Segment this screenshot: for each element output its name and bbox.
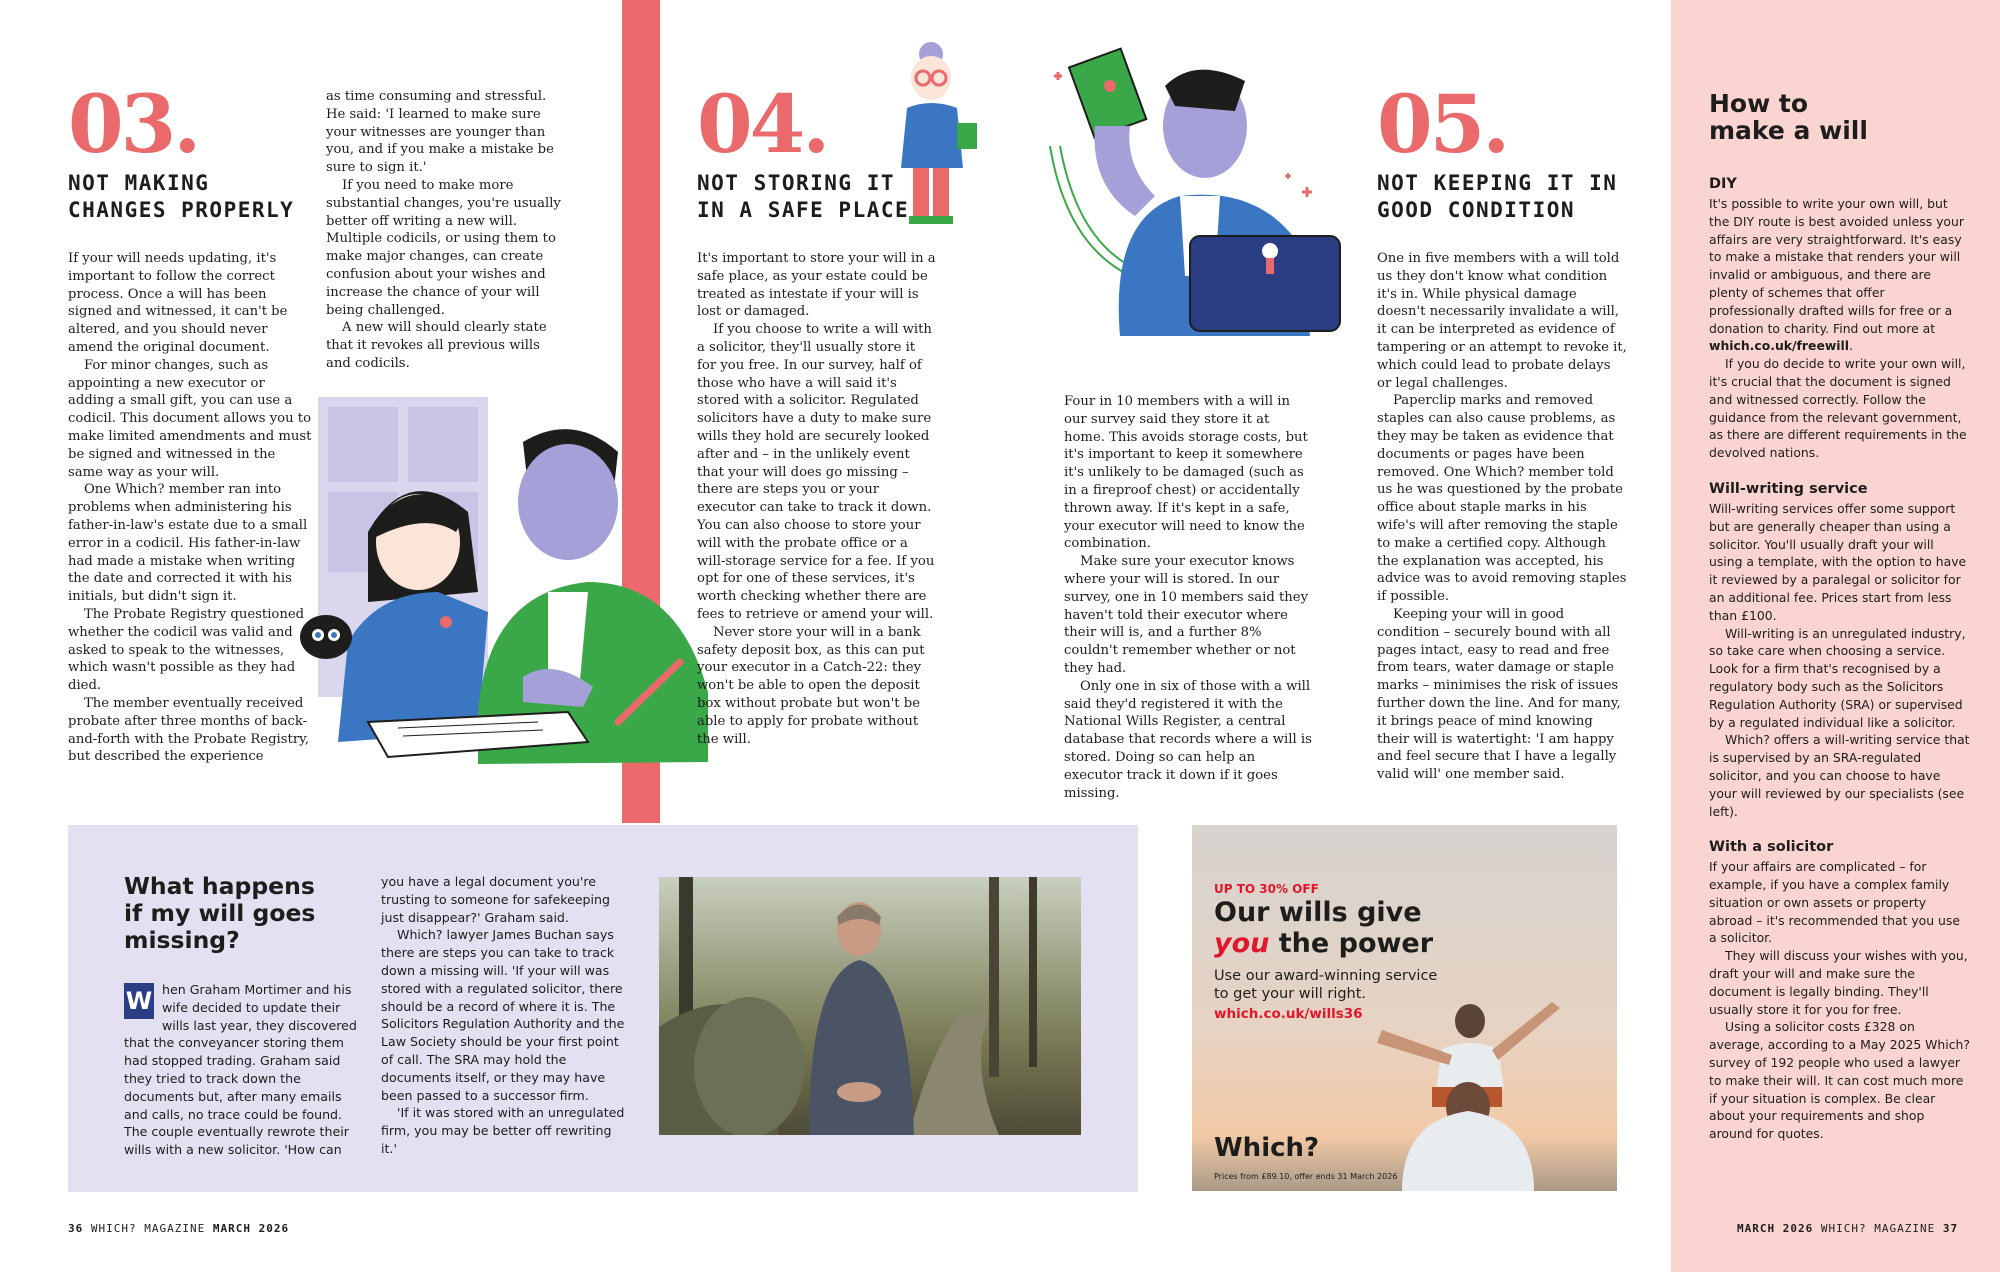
advert-discount-tag: UP TO 30% OFF: [1214, 882, 1319, 896]
wills-advert[interactable]: [1192, 825, 1617, 1191]
couple-signing-illustration: [288, 392, 740, 764]
section-04-heading: NOT STORING IT IN A SAFE PLACE: [697, 171, 910, 222]
advert-link[interactable]: which.co.uk/wills36: [1214, 1006, 1363, 1022]
section-03-number: 03.: [68, 77, 199, 171]
missing-will-column-2: you have a legal document you're trusting to someone for safekeeping just disappear?' Graham said. Which? lawyer James Buchan says there are steps you can take to track down a missing will. 'If your will was stored with a regulated solicitor, there should be a record of where it is. The Solicitors Regulation Authority and the Law Society should be your first point of call. The SRA may hold the documents itself, or they may have been passed to a successor firm. 'If it was stored with an unregulated firm, you may be better off rewriting it.': [381, 874, 625, 1156]
advert-subtext: Use our award-winning service to get your will right.: [1214, 968, 1438, 1002]
footer-left: 36 WHICH? MAGAZINE MARCH 2026: [68, 1222, 290, 1235]
section-04-column-2: Four in 10 members with a will in our survey said they store it at home. This avoids storage costs, but it's important to keep it somewhere it's unlikely to be damaged (such as in a fireproof chest) or accidentally thrown away. If it's kept in a safe, your executor will need to know the combination. Make sure your executor knows where your will is stored. In our survey, one in 10 members said they haven't told their executor where their will is, and a further 8% couldn't remember whether or not they had. Only one in six of those with a will said they'd registered it with the National Wills Register, a central database that records where a will is stored. Doing so can help an executor track it down if it goes missing.: [1064, 394, 1312, 801]
sidebar-heading-diy: DIY: [1709, 176, 1737, 192]
drop-cap: W: [124, 983, 154, 1019]
section-04-column-1: It's important to store your will in a safe place, as your estate could be treated as intestate if your will is lost or damaged. If you choose to write a will with a solicitor, they'll usually store it for you free. In our survey, half of those who have a will said it's stored with a solicitor. Regulated solicitors have a duty to make sure wills they hold are securely looked after and – in the unlikely event that your will does go missing – there are steps you or your executor can take to track it down. You can also choose to store your will with the probate office or a will-storage service for a fee. If you opt for one of these services, it's worth checking whether there are fees to retrieve or amend your will. Never store your will in a bank safety deposit box, as this can put your executor in a Catch-22: they won't be able to open the deposit box without probate but won't be able to apply for probate without the will.: [697, 251, 936, 747]
woman-with-phone-illustration: [885, 38, 995, 228]
section-04-number: 04.: [697, 77, 828, 171]
section-03-column-1: If your will needs updating, it's important to follow the correct process. Once a will has been signed and witnessed, it can't be altered, and you should never amend the original document. For minor changes, such as appointing a new executor or adding a small gift, you can use a codicil. This document allows you to make limited amendments and must be signed and witnessed in the same way as your will. One Which? member ran into problems when administering his father-in-law's estate due to a small error in a codicil. His father-in-law had made a mistake when writing the date and corrected it with his initials, but didn't sign it. The Probate Registry questioned whether the codicil was valid and asked to speak to the witnesses, which wasn't possible as they had died. The member eventually received probate after three months of back-and-forth with the Probate Registry, but described the experience: [68, 251, 312, 765]
man-with-envelope-illustration: [1040, 36, 1350, 336]
sidebar-heading-will-writing: Will-writing service: [1709, 480, 1868, 497]
section-05-number: 05.: [1377, 77, 1508, 171]
missing-will-title: What happens if my will goes missing?: [124, 872, 316, 954]
sidebar-title: How to make a will: [1709, 89, 1868, 145]
which-logo: Which?: [1214, 1133, 1320, 1163]
section-05-heading: NOT KEEPING IT IN GOOD CONDITION: [1377, 171, 1618, 222]
sidebar-body: DIY It's possible to write your own will, but the DIY route is best avoided unless your affairs are very straightforward. It's easy to make a mistake that renders your will invalid or ambiguous, and there are plenty of schemes that offer professionally drafted wills for free or a donation to charity. Find out more at which.co.uk/freewill. If you do decide to write your own will, it's crucial that the document is signed and witnessed correctly. Follow the guidance from the relevant government, as there are different requirements in the devolved nations. Will-writing service Will-writing services offer some support but are generally cheaper than using a solicitor. You'll usually draft your will using a template, with the option to have it reviewed by a paralegal or solicitor for an additional fee. Prices start from less than £100. Will-writing is an unregulated industry, so take care when choosing a service. Look for a firm that's recognised by a regulatory body such as the Solicitors Regulation Authority (SRA) or supervised by a regulated individual like a solicitor. Which? offers a will-writing service that is supervised by an SRA-regulated solicitor, and you can choose to have your will reviewed by our specialists (see left). With a solicitor If your affairs are complicated – for example, if you have a complex family situation or own assets or property abroad – it's recommended that you use a solicitor. They will discuss your wishes with you, draft your will and make sure the document is legally binding. They'll usually store it for you for free. Using a solicitor costs £328 on average, according to a May 2025 Which? survey of 192 people who used a lawyer to make their will. It can cost much more if your situation is complex. Be clear about your requirements and shop around for quotes.: [1709, 176, 1970, 1142]
footer-right: MARCH 2026 WHICH? MAGAZINE 37: [1737, 1222, 1959, 1235]
sidebar-heading-solicitor: With a solicitor: [1709, 839, 1834, 856]
advert-headline: Our wills give you the power: [1214, 897, 1434, 959]
section-03-heading: NOT MAKING CHANGES PROPERLY: [68, 171, 295, 222]
freewill-link[interactable]: which.co.uk/freewill: [1709, 338, 1850, 354]
graham-mortimer-photo: [659, 877, 1081, 1135]
advert-fineprint: Prices from £89.10, offer ends 31 March 2026: [1214, 1172, 1398, 1181]
missing-will-column-1: W hen Graham Mortimer and his wife decided to update their wills last year, they discovered that the conveyancer storing them had stopped trading. Graham said they tried to track down the documents but, after many emails and calls, no trace could be found. The couple eventually rewrote their wills with a new solicitor. 'How can: [124, 982, 357, 1158]
section-05-column-1: One in five members with a will told us they don't know what condition it's in. While physical damage doesn't necessarily invalidate a will, it can be interpreted as evidence of tampering or an attempt to revoke it, which could lead to probate delays or legal challenges. Paperclip marks and removed staples can also cause problems, as they may be taken as evidence that documents or pages have been removed. One Which? member told us he was questioned by the probate office about staple marks in his wife's will after removing the staple to make a certified copy. Although the explanation was accepted, his advice was to avoid removing staples if possible. Keeping your will in good condition – securely bound with all pages intact, easy to read and free from tears, water damage or staple marks – minimises the risk of issues further down the line. And for many, it brings peace of mind knowing their will is watertight: 'I am happy and feel secure that I have a legally valid will' one member said.: [1377, 251, 1627, 783]
section-03-column-2: as time consuming and stressful. He said: 'I learned to make sure your witnesses are younger than you, and if you make a mistake be sure to sign it.' If you need to make more substantial changes, you're usually better off writing a new will. Multiple codicils, or using them to make major changes, can create confusion about your wishes and increase the chance of your will being challenged. A new will should clearly state that it revokes all previous wills and codicils.: [326, 89, 561, 371]
